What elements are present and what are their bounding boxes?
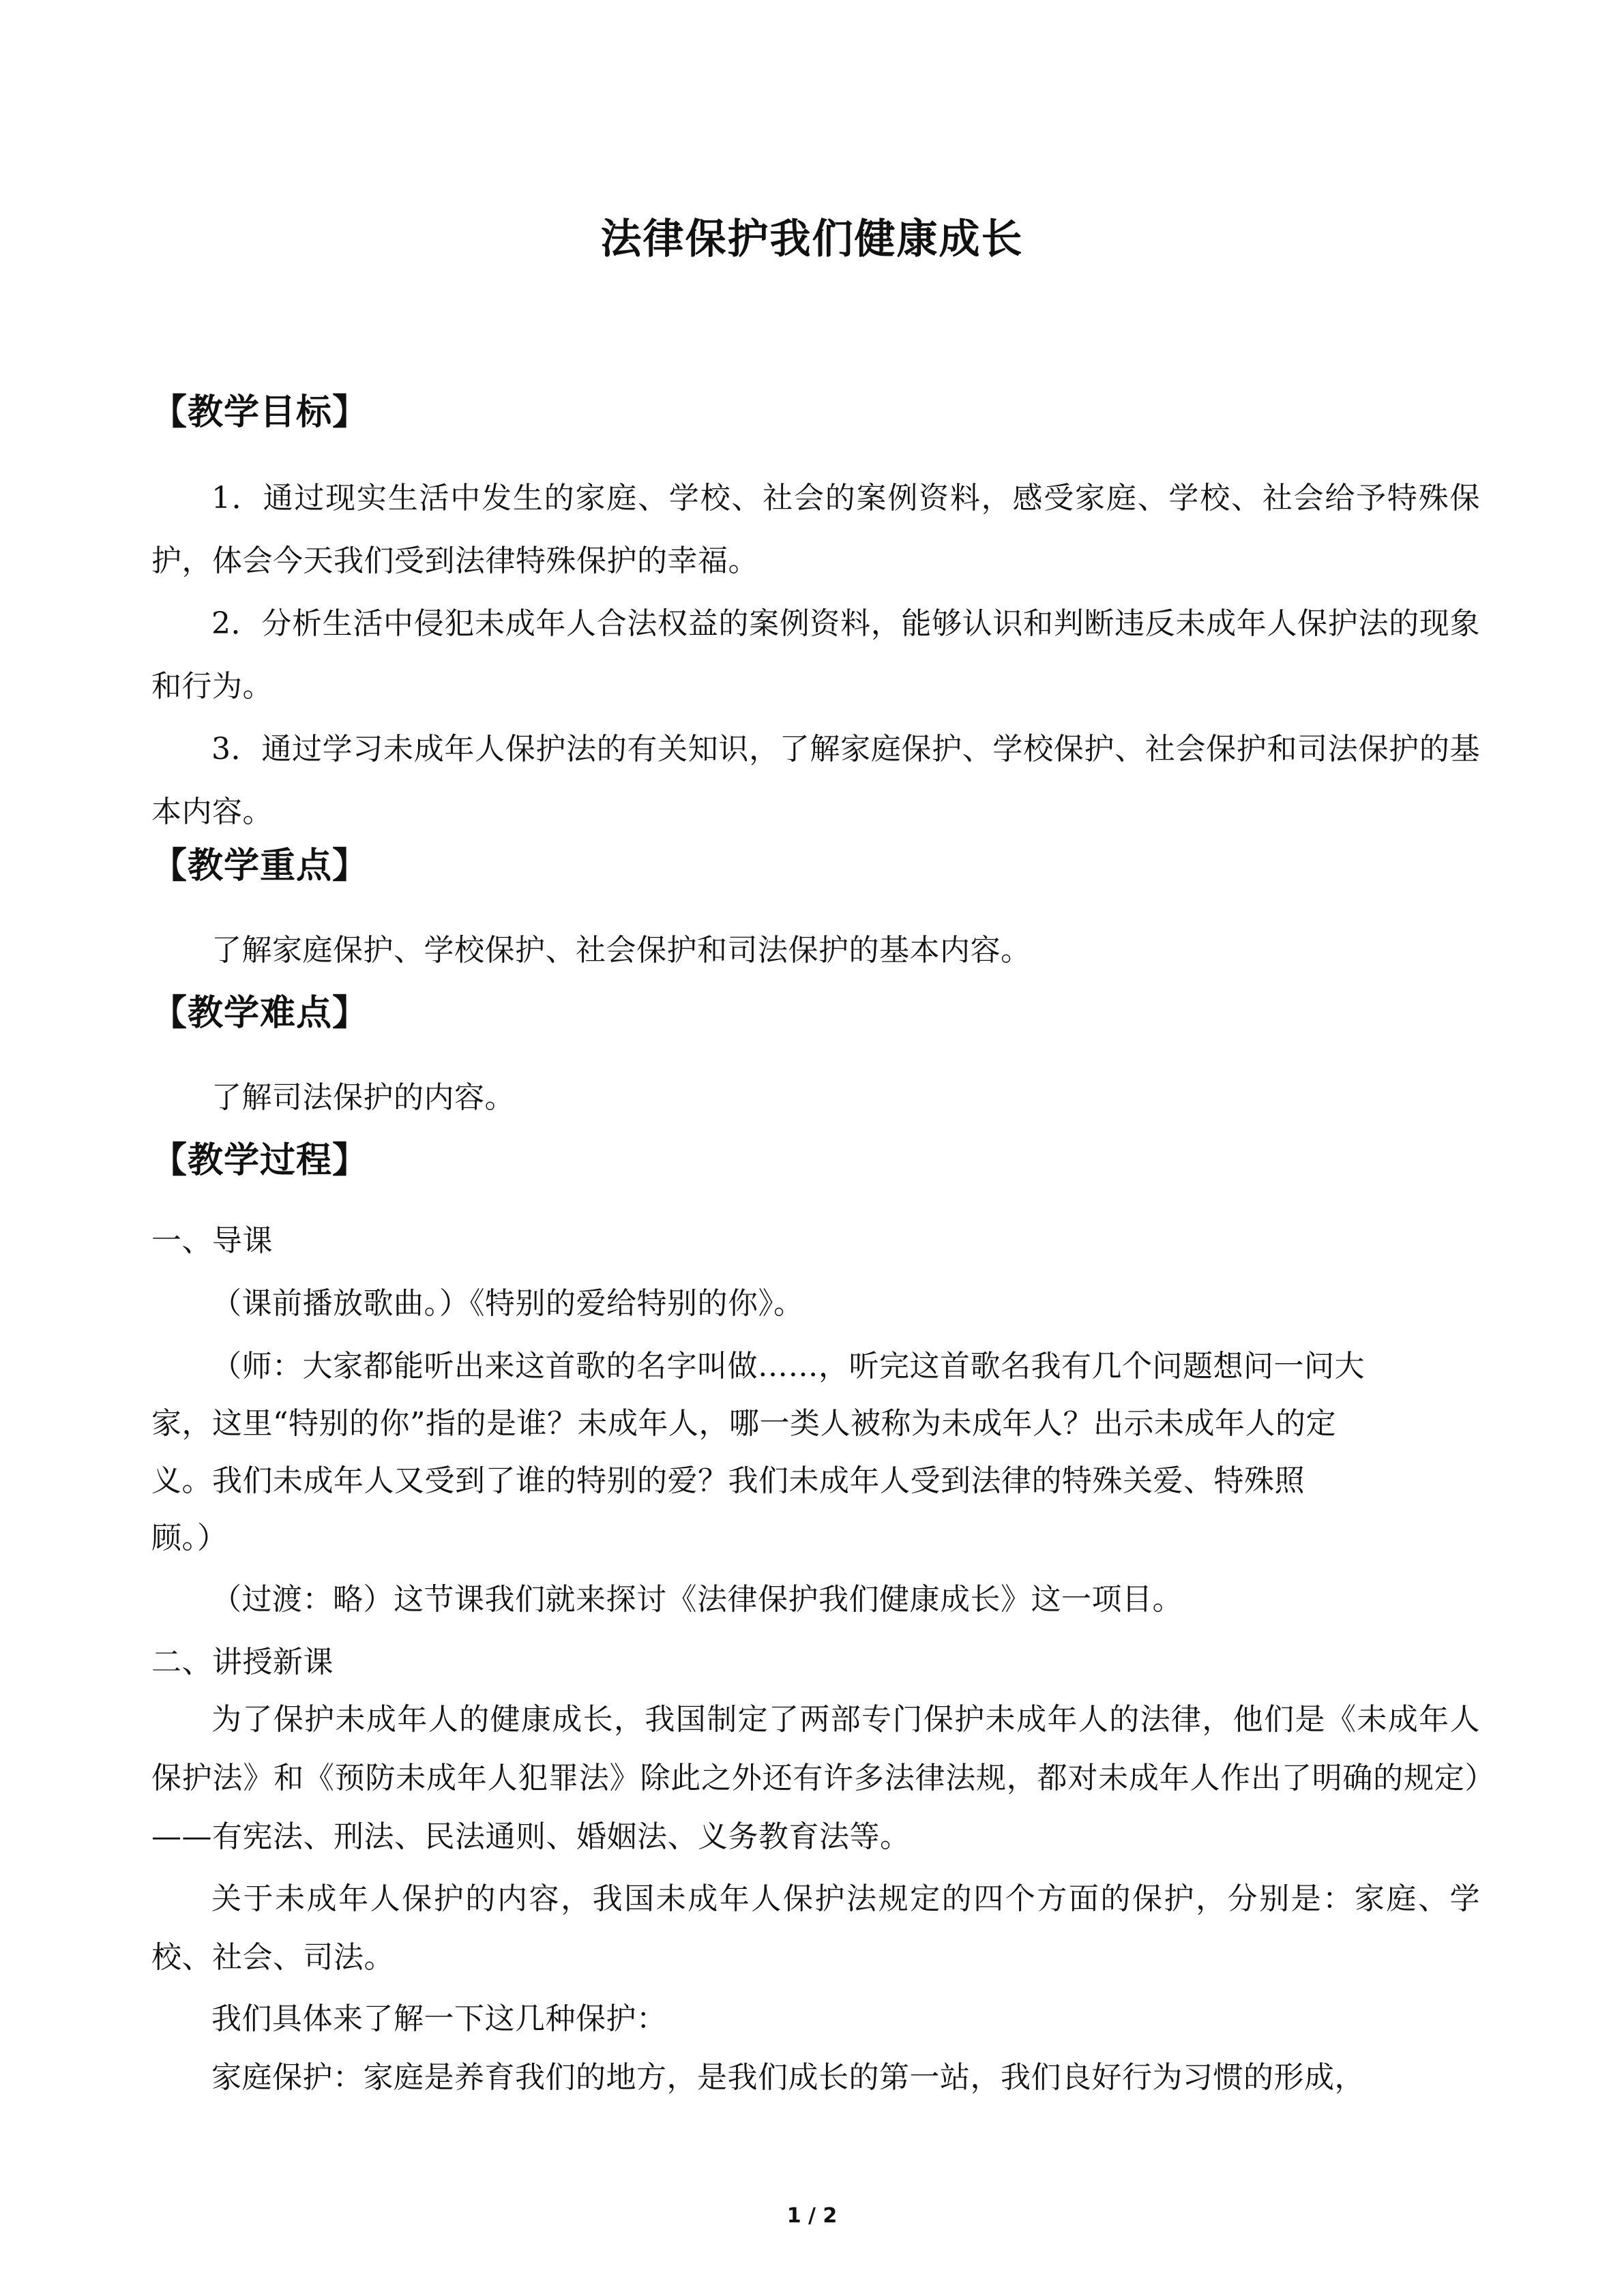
difficulty-text: 了解司法保护的内容。 <box>211 1080 515 1115</box>
objective-item-1: 1．通过现实生活中发生的家庭、学校、社会的案例资料，感受家庭、学校、社会给予特殊保护，体会今天我们受到法律特殊保护的幸福。 <box>151 481 1480 578</box>
objective-item-2: 2．分析生活中侵犯未成年人合法权益的案例资料，能够认识和判断违反未成年人保护法的现象和行为。 <box>151 606 1480 704</box>
part1-line: （师：大家都能听出来这首歌的名字叫做……，听完这首歌名我有几个问题想问一问大 <box>211 1349 1365 1384</box>
part2-paragraph: 家庭保护：家庭是养育我们的地方，是我们成长的第一站，我们良好行为习惯的形成， <box>211 2060 1365 2095</box>
part1-line: 义。我们未成年人又受到了谁的特别的爱？我们未成年人受到法律的特殊关爱、特殊照 <box>151 1463 1305 1498</box>
objectives-heading: 【教学目标】 <box>151 392 369 433</box>
part2-paragraph: 关于未成年人保护的内容，我国未成年人保护法规定的四个方面的保护，分别是：家庭、学校、社会、司法。 <box>151 1881 1480 1975</box>
page-title: 法律保护我们健康成长 <box>600 215 1024 263</box>
page-number: 1 / 2 <box>786 2204 838 2228</box>
keypoint-heading: 【教学重点】 <box>151 846 369 886</box>
part1-line: （课前播放歌曲。）《特别的爱给特别的你》。 <box>211 1286 804 1321</box>
keypoint-text: 了解家庭保护、学校保护、社会保护和司法保护的基本内容。 <box>211 933 1031 968</box>
part1-line: 家，这里“特别的你”指的是谁？未成年人，哪一类人被称为未成年人？出示未成年人的定 <box>151 1406 1336 1441</box>
part2-paragraph: 我们具体来了解一下这几种保护： <box>211 2001 667 2036</box>
part2-paragraph: 为了保护未成年人的健康成长，我国制定了两部专门保护未成年人的法律，他们是《未成年人保护法》和《预防未成年人犯罪法》除此之外还有许多法律法规，都对未成年人作出了明确的规定）——有宪法、刑法、民法通则、婚姻法、义务教育法等。 <box>151 1702 1480 1854</box>
part1-title: 一、导课 <box>151 1223 273 1258</box>
part1-line: （过渡：略）这节课我们就来探讨《法律保护我们健康成长》这一项目。 <box>211 1582 1183 1617</box>
difficulty-heading: 【教学难点】 <box>151 993 369 1034</box>
objective-item-3: 3．通过学习未成年人保护法的有关知识，了解家庭保护、学校保护、社会保护和司法保护的基本内容。 <box>151 732 1480 829</box>
part1-line: 顾。） <box>151 1521 228 1555</box>
part2-title: 二、讲授新课 <box>151 1645 334 1680</box>
process-heading: 【教学过程】 <box>151 1140 369 1181</box>
